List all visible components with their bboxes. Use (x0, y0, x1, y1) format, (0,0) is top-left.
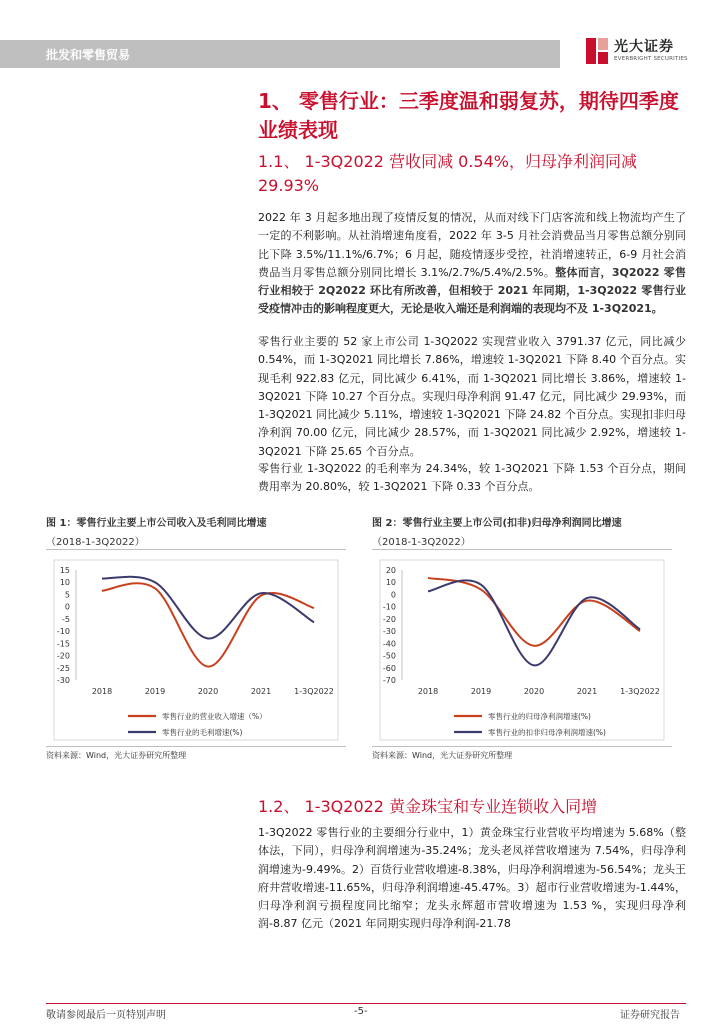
y-tick-label: -40 (382, 639, 396, 649)
x-tick-label: 2020 (197, 687, 219, 696)
legend-label-1: 零售行业的营业收入增速（%） (162, 712, 267, 721)
paragraph-4: 1-3Q2022 零售行业的主要细分行业中，1）黄金珠宝行业营收平均增速为 5.68%（整体法，下同），归母净利润增速为-35.24%；龙头老凤祥营收增速为 7.54%，归母净利润增速为-9.49%。2）百货行业营收增速-8.38%，归母净利润增速为-56.54%；龙头王府井营收增速-11.65%，归母净利润增速-45.47%。3）超市行业营收增速为-1.44%，归母净利润亏损程度同比缩窄；龙头永辉超市营收增速为 1.53 %，实现归母净利润-8.87 亿元（2021 年同期实现归母净利润-21.78 (258, 826, 686, 931)
y-tick-label: -10 (382, 602, 396, 612)
x-tick-label: 2019 (144, 687, 166, 696)
y-tick-label: 15 (59, 566, 70, 575)
footer-divider (46, 1003, 686, 1004)
x-tick-label: 1-3Q2022 (294, 687, 334, 696)
figure-2-chart (372, 556, 672, 746)
brand-logo (586, 36, 698, 70)
y-tick-label: -50 (382, 651, 396, 661)
y-tick-label: 20 (385, 566, 396, 575)
x-tick-label: 2019 (470, 687, 492, 696)
figure-2-title: 图 2：零售行业主要上市公司(扣非)归母净利润同比增速 (372, 518, 622, 529)
x-tick-label: 2021 (576, 687, 598, 696)
y-tick-label: -30 (382, 627, 396, 637)
figure-1-source: 资料来源：Wind，光大证券研究所整理 (46, 751, 187, 760)
logo-text-cn: 光大证券 (614, 39, 674, 55)
x-tick-label: 2018 (91, 687, 113, 696)
y-tick-label: -5 (62, 614, 70, 624)
y-tick-label: 0 (390, 590, 396, 600)
paragraph-3: 零售行业 1-3Q2022 的毛利率为 24.34%，较 1-3Q2021 下降 1.53 个百分点，期间费用率为 20.80%，较 1-3Q2021 下降 0.33 个百分点。 (258, 462, 686, 494)
series-line-1 (102, 583, 314, 666)
paragraph-2: 零售行业主要的 52 家上市公司 1-3Q2022 实现营业收入 3791.37 亿元，同比减少 0.54%，而 1-3Q2021 同比增长 7.86%，增速较 1-3Q2021 下降 8.40 个百分点。实现毛利 922.83 亿元，同比减少 6.41%，而 1-3Q2021 同比增长 3.86%，增速较 1-3Q2021 下降 10.27 个百分点。实现归母净利润 91.47 亿元，同比减少 29.93%，而 1-3Q2021 同比减少 5.11%，增速较 1-3Q2021 下降 24.82 个百分点。实现扣非归母净利润 70.00 亿元，同比减少 28.57%，而 1-3Q2021 同比减少 2.92%，增速较 1-3Q2021 下降 25.65 个百分点。 (258, 335, 686, 458)
heading-1-2: 1.2、 1-3Q2022 黄金珠宝和专业连锁收入同增 (258, 797, 598, 816)
legend-label-2: 零售行业的扣非归母净利润增速(%) (488, 728, 606, 737)
figure-2-divider (372, 549, 672, 550)
series-line-2 (102, 577, 314, 639)
paragraph-1 (258, 209, 686, 319)
series-line-2 (428, 580, 640, 665)
y-tick-label: -60 (382, 663, 396, 673)
figure-1-title: 图 1：零售行业主要上市公司收入及毛利同比增速 (46, 518, 267, 529)
legend-label-2: 零售行业的毛利增速(%) (162, 728, 243, 737)
footer-disclaimer: 敬请参阅最后一页特别声明 (46, 1010, 166, 1021)
paragraph-1-highlight: 整体而言，3Q2022 零售行业相较于 2Q2022 环比有所改善，但相较于 2021 年同期，1-3Q2022 零售行业受疫情冲击的影响程度更大，无论是收入端还是利润端的表现均不及 1-3Q2021。 (258, 265, 686, 316)
figure-1-bottom-divider (46, 746, 346, 747)
y-tick-label: -20 (382, 614, 396, 624)
figure-1-divider (46, 549, 346, 550)
y-tick-label: -30 (56, 676, 70, 685)
y-tick-label: 10 (59, 578, 70, 588)
heading-1: 1、 零售行业：三季度温和弱复苏，期待四季度业绩表现 (258, 89, 679, 142)
figure-2-source: 资料来源：Wind，光大证券研究所整理 (372, 751, 513, 760)
figure-1-subtitle: （2018-1-3Q2022） (46, 537, 145, 548)
y-tick-label: -25 (56, 663, 70, 673)
paragraph-1-text: 2022 年 3 月起多地出现了疫情反复的情况，从而对线下门店客流和线上物流均产生了一定的不利影响。从社消增速角度看，2022 年 3-5 月社会消费品当月零售总额分别同比下降 3.5%/11.1%/6.7%；6 月起，随疫情逐步受控，社消增速转正，6-9 月社会消费品当月零售总额分别同比增长 3.1%/2.7%/5.4%/2.5%。 (258, 211, 686, 279)
x-tick-label: 1-3Q2022 (620, 687, 660, 696)
legend-label-1: 零售行业的归母净利润增速(%) (488, 712, 591, 721)
x-tick-label: 2021 (250, 687, 272, 696)
section-label: 批发和零售贸易 (46, 48, 131, 62)
heading-1-1: 1.1、 1-3Q2022 营收同减 0.54%，归母净利润同减 29.93% (258, 152, 637, 195)
x-tick-label: 2018 (417, 687, 439, 696)
y-tick-label: 0 (64, 602, 70, 612)
logo-text-en: EVERBRIGHT SECURITIES (614, 56, 688, 62)
y-tick-label: -10 (56, 627, 70, 637)
figure-2-subtitle: （2018-1-3Q2022） (372, 537, 471, 548)
figure-1-chart (46, 556, 346, 746)
series-line-1 (428, 578, 640, 646)
figure-2-bottom-divider (372, 746, 672, 747)
y-tick-label: 10 (385, 578, 396, 588)
footer-report-type: 证券研究报告 (620, 1010, 680, 1021)
y-tick-label: 5 (64, 590, 70, 600)
logo-icon (586, 38, 608, 64)
page-number: -5- (354, 1006, 368, 1017)
y-tick-label: -20 (56, 651, 70, 661)
y-tick-label: -15 (56, 639, 70, 649)
y-tick-label: -70 (382, 676, 396, 685)
x-tick-label: 2020 (523, 687, 545, 696)
